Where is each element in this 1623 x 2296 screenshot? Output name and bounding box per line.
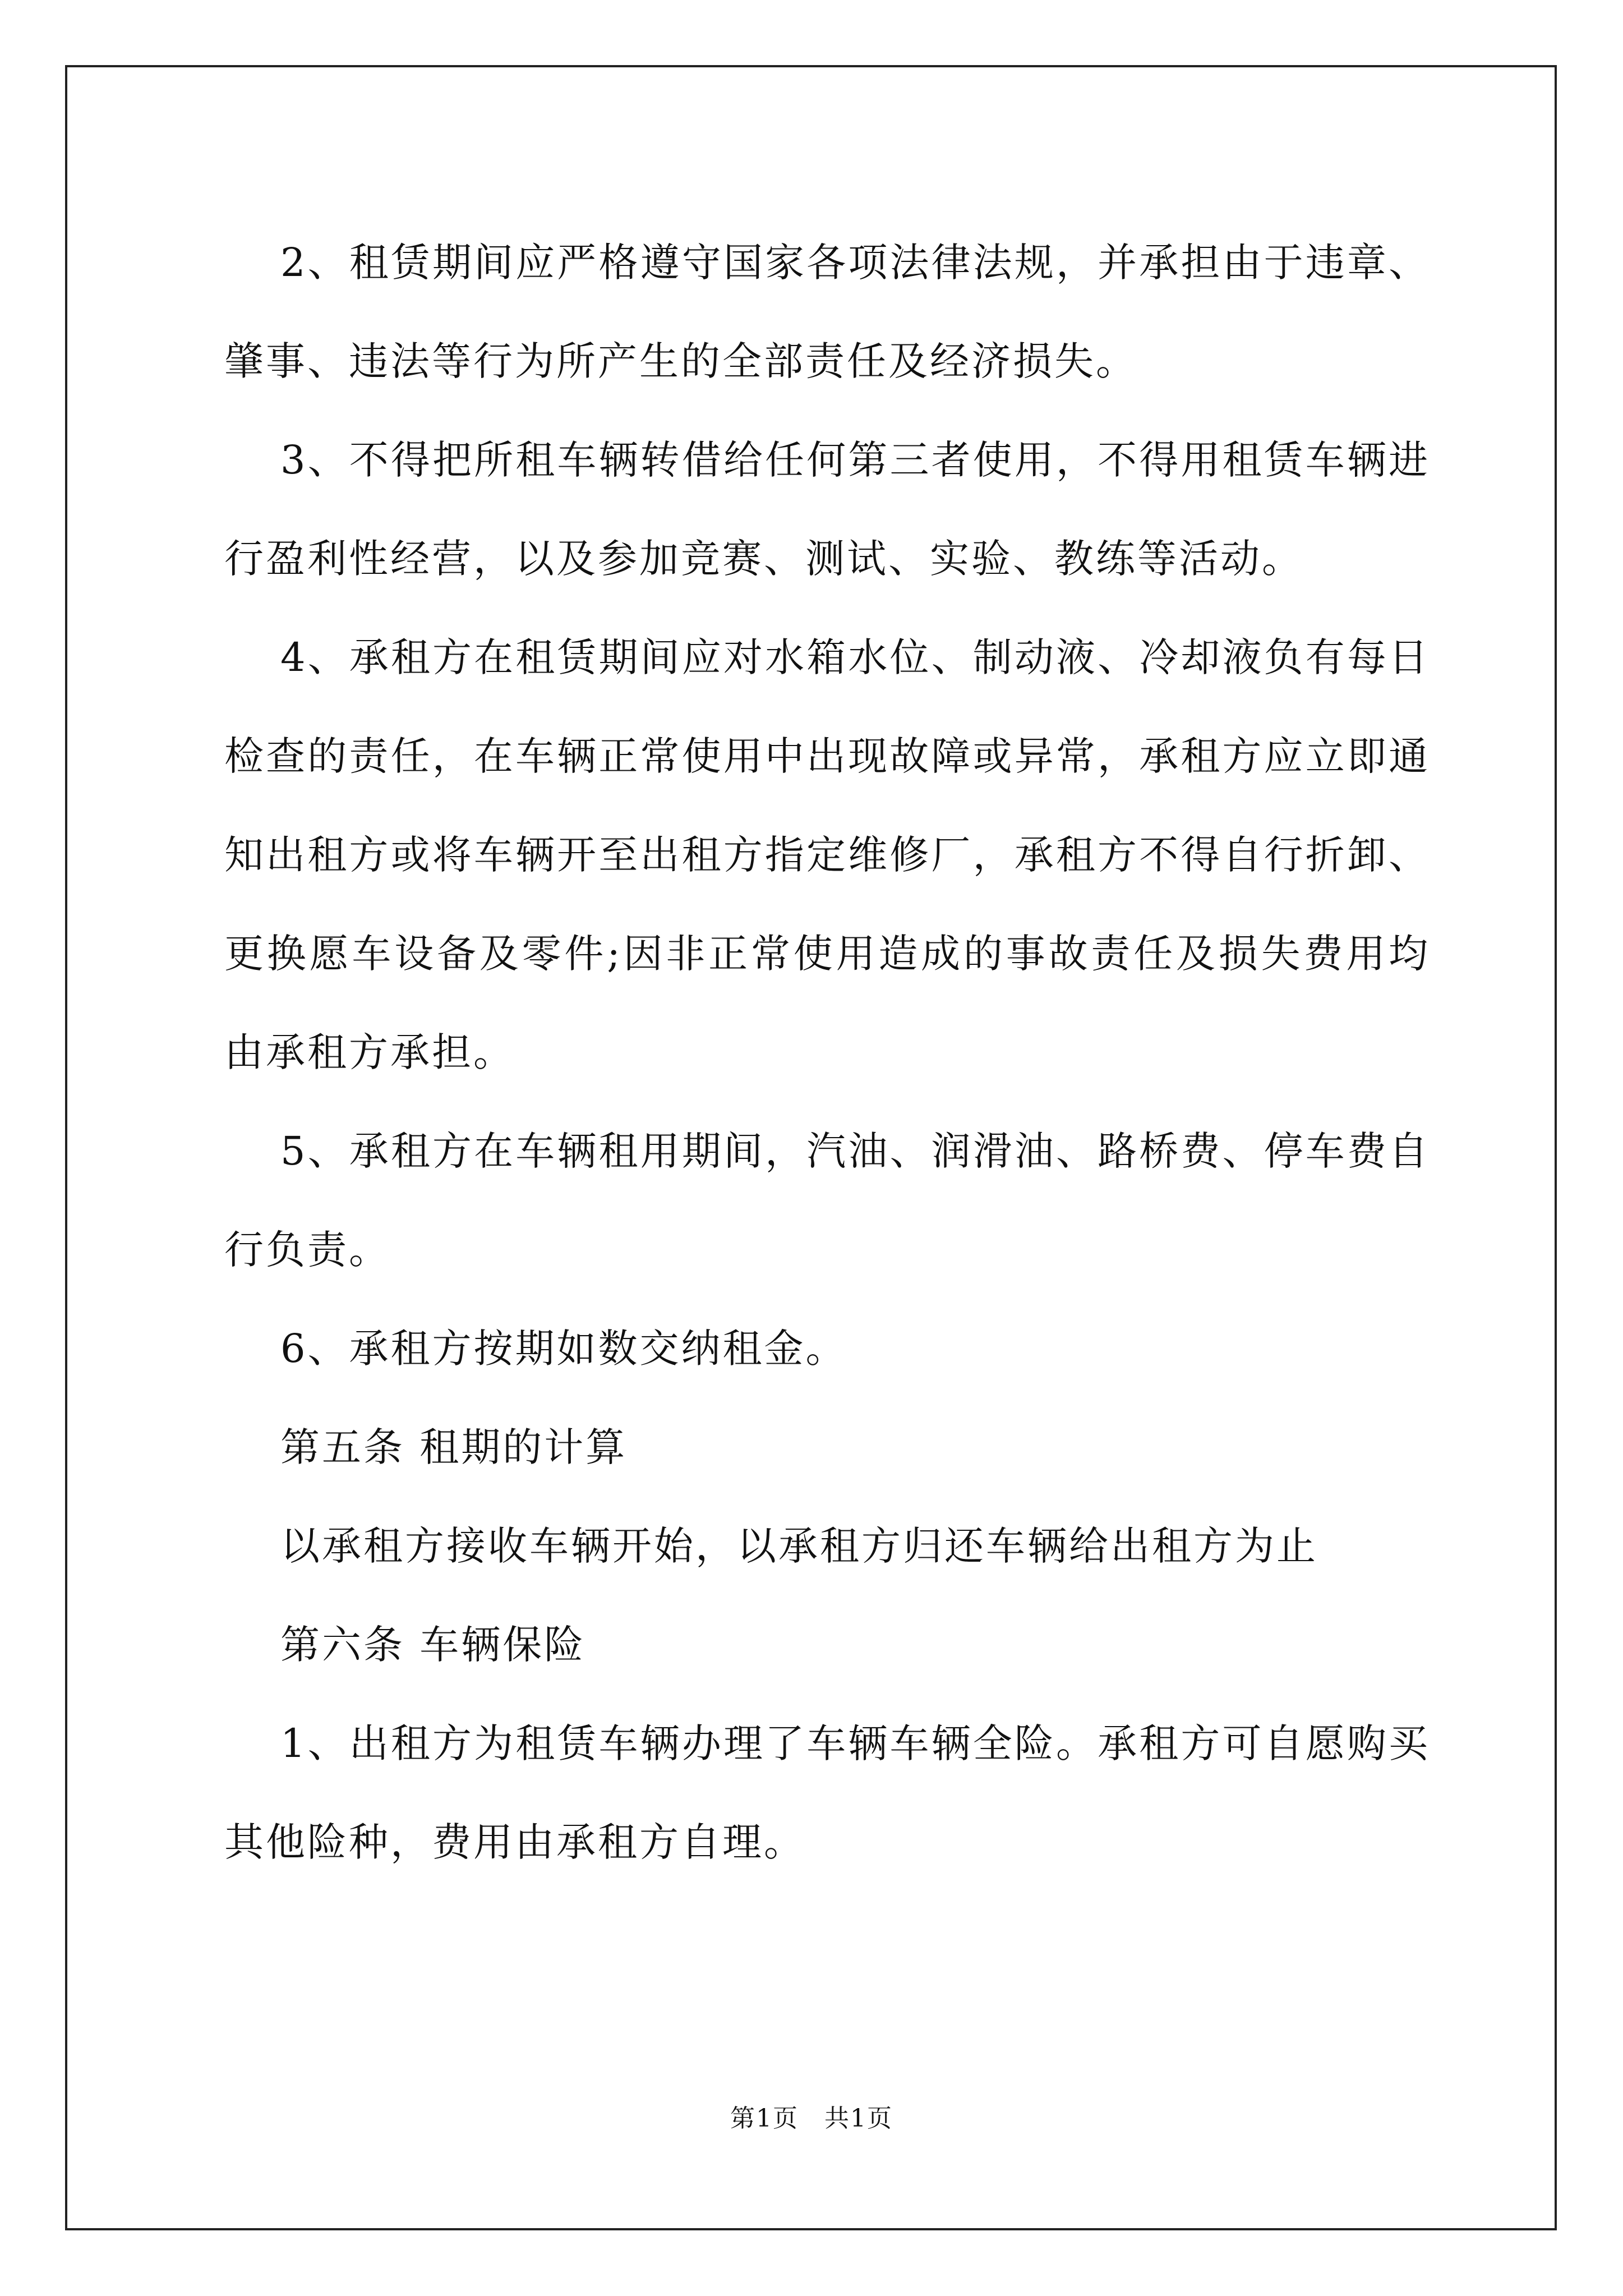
clause-2-paragraph: 2、租赁期间应严格遵守国家各项法律法规，并承担由于违章、肇事、违法等行为所产生的全部责任及经济损失。 <box>224 240 1430 384</box>
article-6-heading: 第六条 车辆保险 <box>280 1622 586 1668</box>
article-5-heading: 第五条 租期的计算 <box>280 1424 628 1470</box>
clause-6-paragraph: 6、承租方按期如数交纳租金。 <box>280 1326 847 1372</box>
clause-4-paragraph: 4、承租方在租赁期间应对水箱水位、制动液、冷却液负有每日检查的责任，在车辆正常使用中出现故障或异常，承租方应立即通知出租方或将车辆开至出租方指定维修厂，承租方不得自行折卸、更换愿车设备及零件;因非正常使用造成的事故责任及损失费用均由承租方承担。 <box>224 634 1430 1075</box>
page-number-footer: 第1页 共1页 <box>730 2104 893 2133</box>
clause-5-paragraph: 5、承租方在车辆租用期间，汽油、润滑油、路桥费、停车费自行负责。 <box>224 1128 1430 1273</box>
article-6-clause-1-paragraph: 1、出租方为租赁车辆办理了车辆车辆全险。承租方可自愿购买其他险种，费用由承租方自理。 <box>224 1720 1430 1865</box>
document-body <box>224 213 1430 1892</box>
article-5-paragraph: 以承租方接收车辆开始，以承租方归还车辆给出租方为止 <box>280 1523 1318 1569</box>
clause-3-paragraph: 3、不得把所租车辆转借给任何第三者使用，不得用租赁车辆进行盈利性经营，以及参加竞赛、测试、实验、教练等活动。 <box>224 437 1430 582</box>
